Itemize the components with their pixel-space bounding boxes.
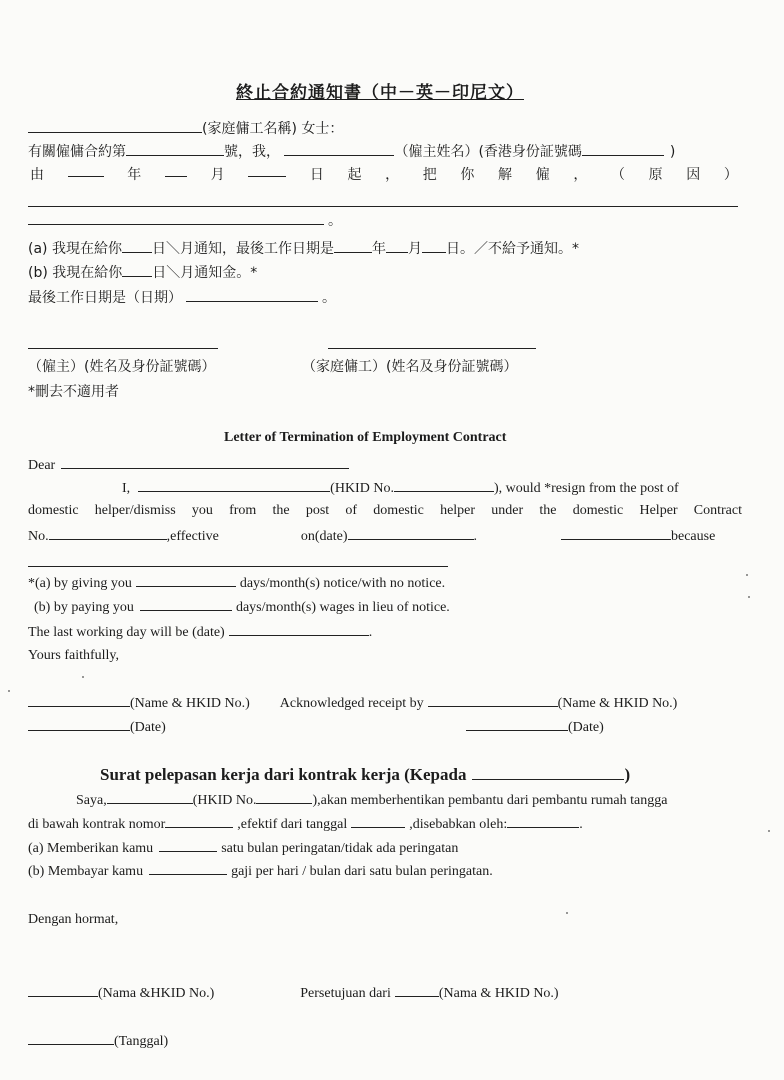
hkid-blank-en[interactable] [394,479,494,492]
option-a-year: 年 [371,241,386,257]
english-closing: Yours faithfully, [28,648,120,663]
effective-date-blank[interactable] [348,527,474,540]
id-tanggal-label: (Tanggal) [114,1034,169,1049]
id-contract-no-blank[interactable] [165,815,233,828]
id-closing: Dengan hormat, [28,912,119,927]
last-day-label: 最後工作日期是（日期） [28,290,182,306]
en-name-hkid-2: (Name & HKID No.) [557,696,678,711]
en-helper-sign-blank[interactable] [428,694,558,707]
line3-effective: ,effective [166,529,219,544]
date-row-char: 日 [309,167,324,183]
en-employer-sign-blank[interactable] [28,694,130,707]
last-day-end: 。 [322,290,336,306]
en-date-left [28,718,166,736]
id-efektif: ,efektif dari tanggal [237,817,348,832]
year-blank[interactable] [68,164,104,177]
id-line1 [76,791,667,809]
id-option-a [28,839,458,857]
id-option-b-prefix: (b) Membayar kamu [28,864,144,879]
date-row-char: 由 [30,167,44,183]
en-option-a-suffix: days/month(s) notice/with no notice. [239,576,446,591]
date-row [30,164,738,184]
employer-name-label: （僱主姓名）(香港身份証號碼 [394,144,582,160]
english-title: Letter of Termination of Employment Contract [224,430,507,445]
dear-label: Dear [28,458,56,473]
en-acknowledged: Acknowledged receipt by [279,696,424,711]
month-blank[interactable] [165,164,187,177]
id-kontrak-end: . [579,817,583,832]
id-recipient-blank[interactable] [472,765,624,780]
reason-line-en[interactable] [28,566,448,567]
id-nama-hkid-1: (Nama &HKID No.) [98,986,215,1001]
english-line2: domestic helper/dismiss you from the post of domestic helper under the domestic Helper Contract [28,503,742,518]
id-date-blank[interactable] [351,815,405,828]
line3-because: because [671,529,716,544]
day-blank[interactable] [248,164,286,177]
en-name-hkid-1: (Name & HKID No.) [130,696,250,711]
id-name-blank[interactable] [107,791,193,804]
contract-no-blank-en[interactable] [49,527,167,540]
contract-no-suffix: 號，我， [224,144,280,160]
date-row-char: 年 [127,167,142,183]
close-paren: ) [669,144,676,160]
helper-sign-label: （家庭傭工）(姓名及身份証號碼） [302,359,518,375]
date-row-char: 月 [210,167,225,183]
chinese-option-b [28,262,257,282]
contract-no-blank[interactable] [126,143,224,156]
option-a-prefix: (a) 我現在給你 [28,241,122,257]
helper-signature-line[interactable] [328,348,536,349]
id-kontrak-prefix: di bawah kontrak nomor [28,817,166,832]
date-row-char: ， [573,167,588,183]
id-tanggal-blank[interactable] [28,1032,114,1045]
notice-days-blank[interactable] [122,240,152,253]
english-line3 [28,527,742,545]
last-month-blank[interactable] [386,240,408,253]
line3-on: on(date) [300,529,348,544]
last-year-blank[interactable] [334,240,372,253]
en-last-day-end: . [368,625,373,640]
id-title-close: ) [624,765,631,784]
dear-line [28,456,349,474]
id-option-b-suffix: gaji per hari / bulan dari satu bulan peringatan. [231,864,493,879]
id-option-a-suffix: satu bulan peringatan/tidak ada peringatan [221,841,459,856]
chinese-last-day [28,287,336,307]
en-date-blank-1[interactable] [28,718,130,731]
en-date-label-1: (Date) [130,720,166,735]
date-row-char: 因 [686,167,701,183]
helper-name-line [28,118,343,138]
en-date-label-2: (Date) [568,720,604,735]
date-row-char: 你 [460,167,475,183]
line1-rest: ), would *resign from the post of [493,481,679,496]
scan-speck [82,676,84,678]
en-option-b-prefix: (b) by paying you [34,600,134,615]
reason-line-1[interactable] [28,206,738,207]
chinese-option-a [28,238,579,258]
contract-prefix: 有關僱傭合約第 [28,144,126,160]
id-hkid: (HKID No. [192,793,257,808]
line1-hkid: (HKID No. [330,481,394,496]
period-mark: 。 [328,213,342,229]
id-saya-rest: ),akan memberhentikan pembantu dari pembantu rumah tangga [312,793,668,808]
english-option-b [34,598,450,616]
reason-line-2 [28,210,342,230]
notice-days-blank-en[interactable] [136,574,236,587]
reason-blank-en[interactable] [561,527,671,540]
employer-signature-line[interactable] [28,348,218,349]
helper-name-blank[interactable] [28,120,202,133]
line3-dot: . [473,529,477,544]
pay-days-blank[interactable] [122,264,152,277]
option-b-prefix: (b) 我現在給你 [28,265,123,281]
date-row-char: 把 [422,167,437,183]
indonesian-title [100,765,630,785]
en-last-day-label: The last working day will be (date) [28,625,225,640]
id-persetujuan: Persetujuan dari [300,986,391,1001]
date-row-char: 原 [648,167,663,183]
employer-sign-label: （僱主）(姓名及身份証號碼） [28,359,216,375]
last-day-date-blank[interactable] [186,289,318,302]
id-reason-blank[interactable] [507,815,579,828]
en-last-day-blank[interactable] [229,623,369,636]
id-signature-row [28,984,559,1002]
id-title-text: Surat pelepasan kerja dari kontrak kerja (Kepada [100,765,467,784]
en-option-a-prefix: *(a) by giving you [28,576,132,591]
line1-i: I, [122,481,131,496]
id-tanggal-row [28,1032,168,1050]
employer-name-blank-en[interactable] [138,479,330,492]
option-a-month: 月 [407,241,422,257]
date-row-char: ） [723,167,738,183]
english-line1 [122,479,679,497]
id-nama-hkid-2: (Nama & HKID No.) [438,986,559,1001]
last-day-blank[interactable] [422,240,446,253]
id-sign-blank-2[interactable] [395,984,439,997]
english-signature-row [28,694,677,712]
date-row-char: 解 [498,167,513,183]
contract-line [28,141,675,161]
chinese-title: 終止合約通知書（中－英－印尼文） [236,83,524,103]
pay-days-blank-en[interactable] [140,598,232,611]
date-row-char: ， [385,167,400,183]
employer-hkid-blank[interactable] [582,143,664,156]
scan-speck [566,912,568,914]
id-option-a-prefix: (a) Memberikan kamu [28,841,154,856]
id-line2 [28,815,583,833]
date-row-char: 起 [347,167,362,183]
id-option-a-blank[interactable] [159,839,217,852]
option-a-mid: 日＼月通知，最後工作日期是 [151,241,334,257]
scan-speck [748,596,750,598]
id-hkid-blank[interactable] [256,791,312,804]
en-option-b-suffix: days/month(s) wages in lieu of notice. [235,600,450,615]
en-date-right [466,718,604,736]
line3-no: No. [28,529,49,544]
id-sign-blank-1[interactable] [28,984,98,997]
id-option-b-blank[interactable] [149,862,227,875]
employer-name-blank[interactable] [284,143,394,156]
english-last-day [28,623,372,641]
scan-speck [746,574,748,576]
id-disebabkan: ,disebabkan oleh: [409,817,508,832]
id-option-b [28,862,493,880]
helper-name-label: (家庭傭工名稱) 女士： [202,121,344,137]
scan-speck [768,830,770,832]
option-b-end: 日＼月通知金。* [152,265,258,281]
option-a-end: 日。／不給予通知。* [445,241,579,257]
date-row-char: （ [610,167,625,183]
dear-name-blank[interactable] [61,456,349,469]
scan-speck [8,690,10,692]
reason-blank[interactable] [28,212,324,225]
date-row-char: 僱 [535,167,550,183]
id-saya: Saya, [76,793,107,808]
en-date-blank-2[interactable] [466,718,568,731]
english-option-a [28,574,445,592]
delete-note: *刪去不適用者 [28,384,119,400]
